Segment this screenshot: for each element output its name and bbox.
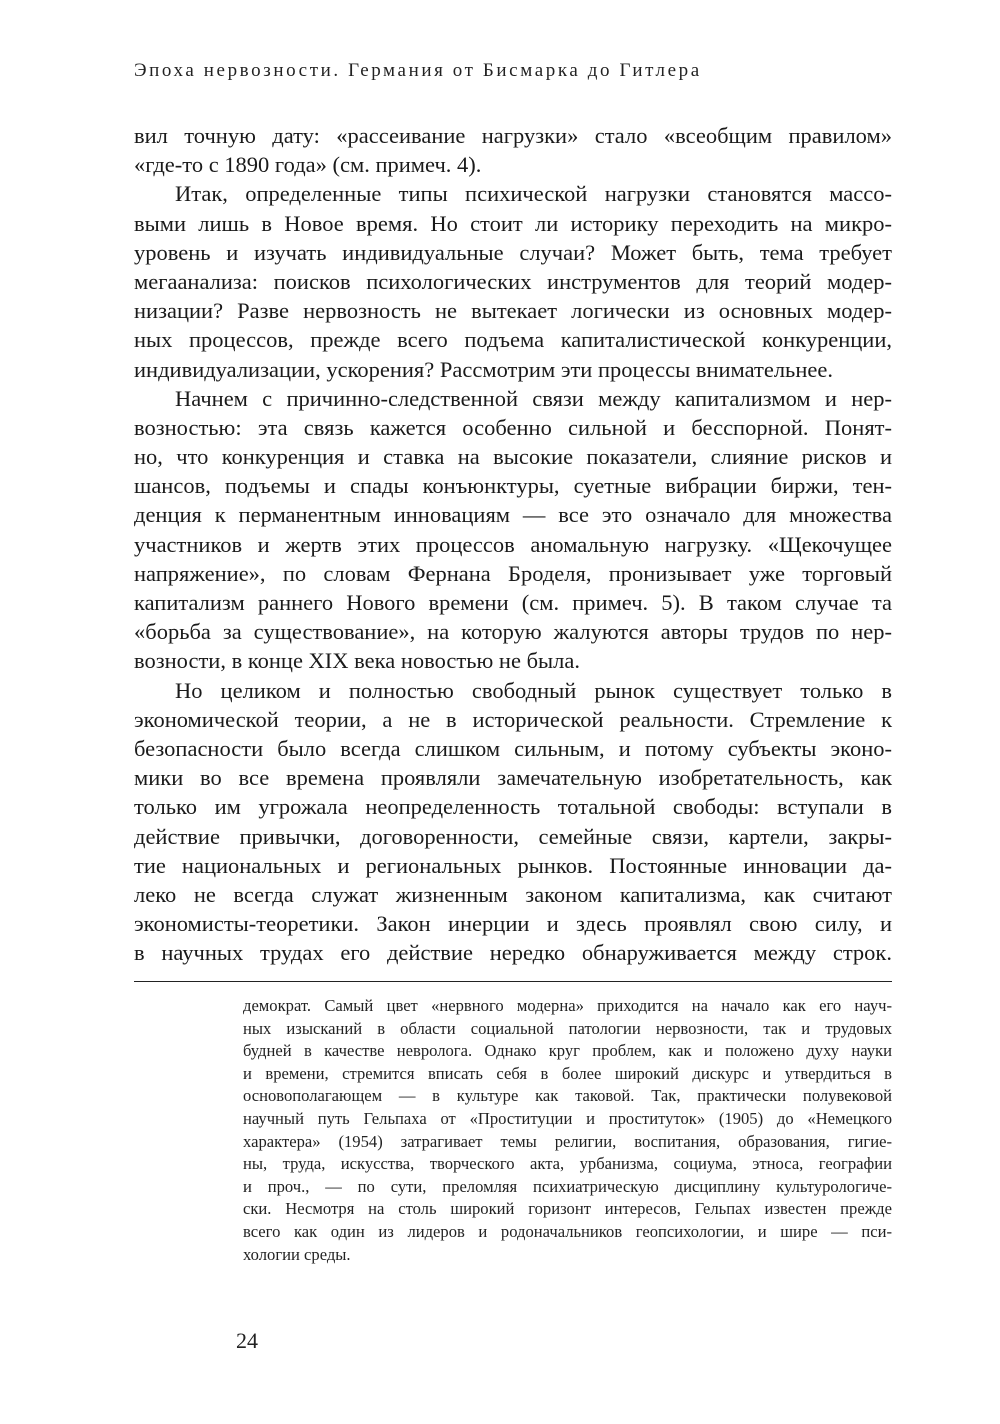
text-line: вил точную дату: «рассеивание нагрузки» стало «всеобщим правилом» xyxy=(134,123,892,148)
text-line: Начнем с причинно-следственной связи между капитализмом и нер- xyxy=(175,385,892,411)
text-line: действие привычки, договоренности, семейные связи, картели, закры- xyxy=(134,823,892,849)
text-line: ных процессов, прежде всего подъема капиталистической конкуренции, xyxy=(134,327,892,353)
footnote-line: ных изысканий в области социальной патологии нервозности, так и трудовых xyxy=(243,1018,892,1038)
paragraph xyxy=(134,179,892,383)
text-line: капитализм раннего Нового времени (см. примеч. 5). В таком случае та xyxy=(134,590,892,615)
text-line: мегаанализа: поисков психологических инструментов для теорий модер- xyxy=(134,268,892,294)
text-line: шансов, подъемы и спады конъюнктуры, суетные вибрации биржи, тен- xyxy=(134,473,892,499)
text-line: в научных трудах его действие нередко обнаруживается между строк. xyxy=(134,940,892,966)
footnote-line: будней в качестве невролога. Однако круг проблем, как и положено духу науки xyxy=(243,1041,892,1061)
text-line: уровень и изучать индивидуальные случаи? Может быть, тема требует xyxy=(134,239,892,265)
text-line: Но целиком и полностью свободный рынок существует только в xyxy=(175,677,892,703)
footnote-line: основополагающем — в культуре как таковой. Так, практически полувековой xyxy=(243,1086,892,1106)
text-line: экономисты-теоретики. Закон инерции и здесь проявлял свою силу, и xyxy=(134,911,892,937)
text-line: напряжение», по словам Фернана Броделя, пронизывает уже торговый xyxy=(134,560,892,586)
footnote-line: и времени, стремится вписать себя в более широкий дискурс и утвердиться в xyxy=(243,1063,892,1083)
text-line: но, что конкуренция и ставка на высокие показатели, слияние рисков и xyxy=(134,444,892,470)
text-line: низации? Разве нервозность не вытекает логически из основных модер- xyxy=(134,298,892,324)
footnote-line: ны, труда, искусства, творческого акта, урбанизма, социума, этноса, географии xyxy=(243,1154,892,1174)
text-line: экономической теории, а не в исторической реальности. Стремление к xyxy=(134,706,892,732)
text-line: возности, в конце XIX века новостью не была. xyxy=(134,648,580,674)
footnote-line: и проч., — по сути, преломляя психиатрическую дисциплину культурологиче- xyxy=(243,1176,892,1196)
text-line: денция к перманентным инновациям — все это означало для множества xyxy=(134,502,892,528)
page-number: 24 xyxy=(236,1328,258,1353)
paragraph xyxy=(134,676,892,968)
footnote-line: характера» (1954) затрагивает темы религии, воспитания, образования, гигие- xyxy=(243,1131,892,1151)
text-line: участников и жертв этих процессов аномальную нагрузку. «Щекочущее xyxy=(134,531,892,557)
text-line: индивидуализации, ускорения? Рассмотрим эти процессы внимательнее. xyxy=(134,356,833,382)
text-line: только им угрожала неопределенность тотальной свободы: вступали в xyxy=(134,794,892,820)
paragraph xyxy=(134,384,892,676)
paragraph xyxy=(134,121,892,179)
running-head: Эпоха нервозности. Германия от Бисмарка до Гитлера xyxy=(134,60,702,81)
text-line: безопасности было всегда слишком сильным, и потому субъекты эконо- xyxy=(134,735,892,761)
footnote-line: демократ. Самый цвет «нервного модерна» приходится на начало как его науч- xyxy=(243,996,892,1015)
main-text xyxy=(134,121,892,967)
text-line: выми лишь в Новое время. Но стоит ли историку переходить на микро- xyxy=(134,210,892,236)
footnote-divider xyxy=(134,981,892,982)
text-line: леко не всегда служат жизненным законом капитализма, как считают xyxy=(134,881,892,907)
text-line: мики во все времена проявляли замечательную изобретательность, как xyxy=(134,765,892,791)
text-line: «борьба за существование», на которую жалуются авторы трудов по нер- xyxy=(134,619,892,645)
footnote-line: ски. Несмотря на столь широкий горизонт интересов, Гельпах известен прежде xyxy=(243,1199,892,1219)
text-line: «где-то с 1890 года» (см. примеч. 4). xyxy=(134,152,482,178)
footnote-line: всего как один из лидеров и родоначальников геопсихологии, и шире — пси- xyxy=(243,1221,892,1241)
footnote xyxy=(243,995,892,1266)
footnote-line: научный путь Гельпаха от «Проституции и проституток» (1905) до «Немецкого xyxy=(243,1108,892,1128)
text-line: Итак, определенные типы психической нагрузки становятся массо- xyxy=(175,181,892,207)
text-line: возностью: эта связь кажется особенно сильной и бесспорной. Понят- xyxy=(134,414,892,440)
text-line: тие национальных и региональных рынков. Постоянные инновации да- xyxy=(134,852,892,878)
footnote-line: хологии среды. xyxy=(243,1244,351,1264)
